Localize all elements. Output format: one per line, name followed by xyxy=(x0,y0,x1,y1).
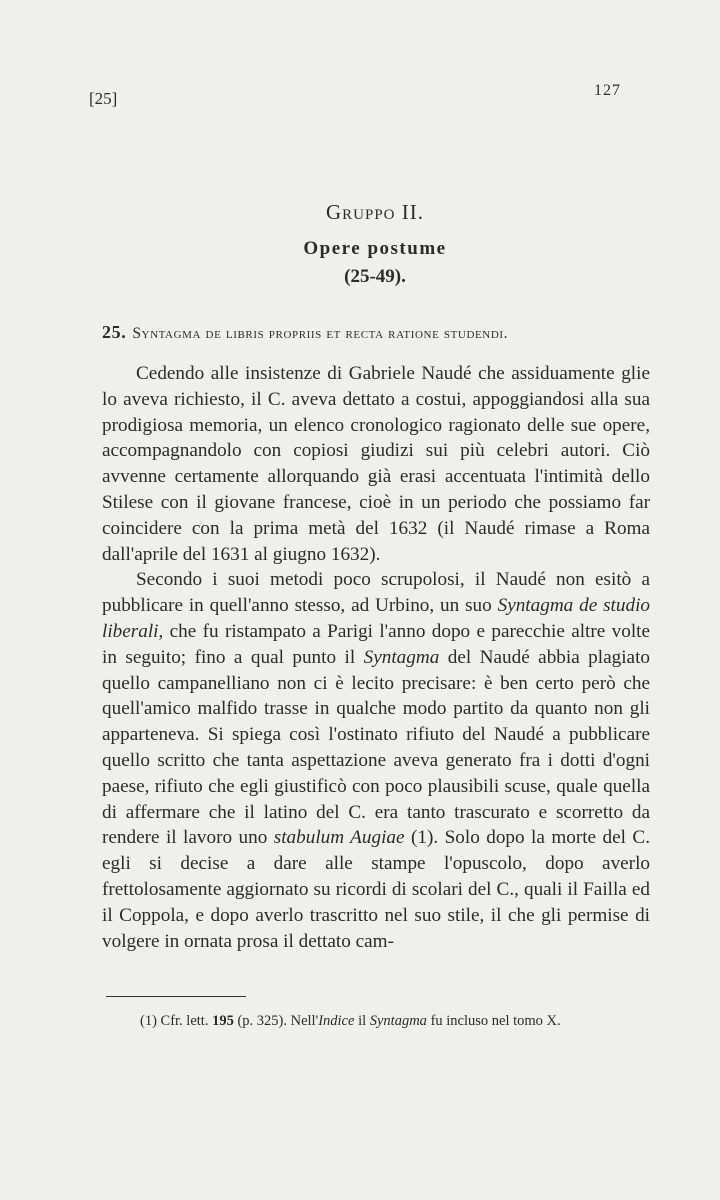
text-run: , che fu ristampato a Parigi l'anno dopo e parecchie altre volte in seguito; fino a qual punto il xyxy=(102,620,650,668)
bold-text: 195 xyxy=(212,1013,234,1029)
italic-text: Syntagma xyxy=(363,646,440,668)
italic-text: Syntagma xyxy=(369,1013,427,1029)
section-subtitle: Opere postume xyxy=(303,238,447,259)
footnote xyxy=(140,1013,660,1030)
text-run: fu incluso nel tomo X. xyxy=(426,1013,561,1029)
body-text xyxy=(102,361,650,954)
left-reference: [25] xyxy=(89,89,118,108)
text-run: (1). Solo dopo la morte del C. egli si decise a dare alle stampe l'opuscolo, dopo averlo frettolosamente aggiornato su ricordi di scolari del C., quali il Failla ed il Coppola, e dopo averlo trascritto nel suo stile, il che gli permise di volgere in ornata prosa il dettato cam- xyxy=(102,827,650,952)
text-run: Cedendo alle insistenze di Gabriele Naudé che assiduamente glie lo aveva richiesto, il C. aveva dettato a costui, appoggiandosi alla sua prodigiosa memoria, un elenco cronologico ragionato delle sue opere, accompagnandolo con copiosi giudizi sui più celebri autori. Ciò avvenne certamente allorquando già erasi accentuata l'intimità dello Stilese con il giovane francese, cioè in un periodo che possiamo far coincidere con la prima metà del 1632 (il Naudé rimase a Roma dall'aprile del 1631 al giugno 1632). xyxy=(102,363,650,565)
paragraph xyxy=(102,567,650,954)
group-heading-text: Gruppo II. xyxy=(325,200,424,224)
group-heading xyxy=(0,200,720,225)
italic-text: Syntagma de studio liberali xyxy=(102,595,650,642)
entry-title: Syntagma de libris propriis et recta ratione studendi. xyxy=(132,325,509,342)
footnote-separator xyxy=(106,996,246,997)
paragraph xyxy=(102,361,650,567)
italic-text: Indice xyxy=(318,1013,355,1029)
text-run: (p. 325). Nell' xyxy=(233,1013,319,1029)
section-range: (25-49). xyxy=(344,266,406,287)
text-run: il xyxy=(354,1013,370,1029)
page-number: 127 xyxy=(594,82,621,99)
entry-number: 25. xyxy=(102,322,127,342)
text-run: Secondo i suoi metodi poco scrupolosi, il Naudé non esitò a pubblicare in quell'anno stesso, ad Urbino, un suo xyxy=(102,569,650,617)
italic-text: stabulum Augiae xyxy=(273,827,405,849)
entry-heading xyxy=(102,322,662,343)
text-run: del Naudé abbia plagiato quello campanelliano non ci è lecito precisare: è ben certo però che quell'amico malfido trasse in qualche modo partito da quanto non gli apparteneva. Si spiega così l'ostinato rifiuto del Naudé a pubblicare quello scritto che tanta aspettazione aveva generato fra i dotti d'ogni paese, rifiuto che egli giustificò con poco plausibili scuse, quale quella di affermare che il latino del C. era tanto trascurato e scorretto da rendere il lavoro uno xyxy=(102,646,650,849)
text-run: (1) Cfr. lett. xyxy=(140,1013,213,1029)
